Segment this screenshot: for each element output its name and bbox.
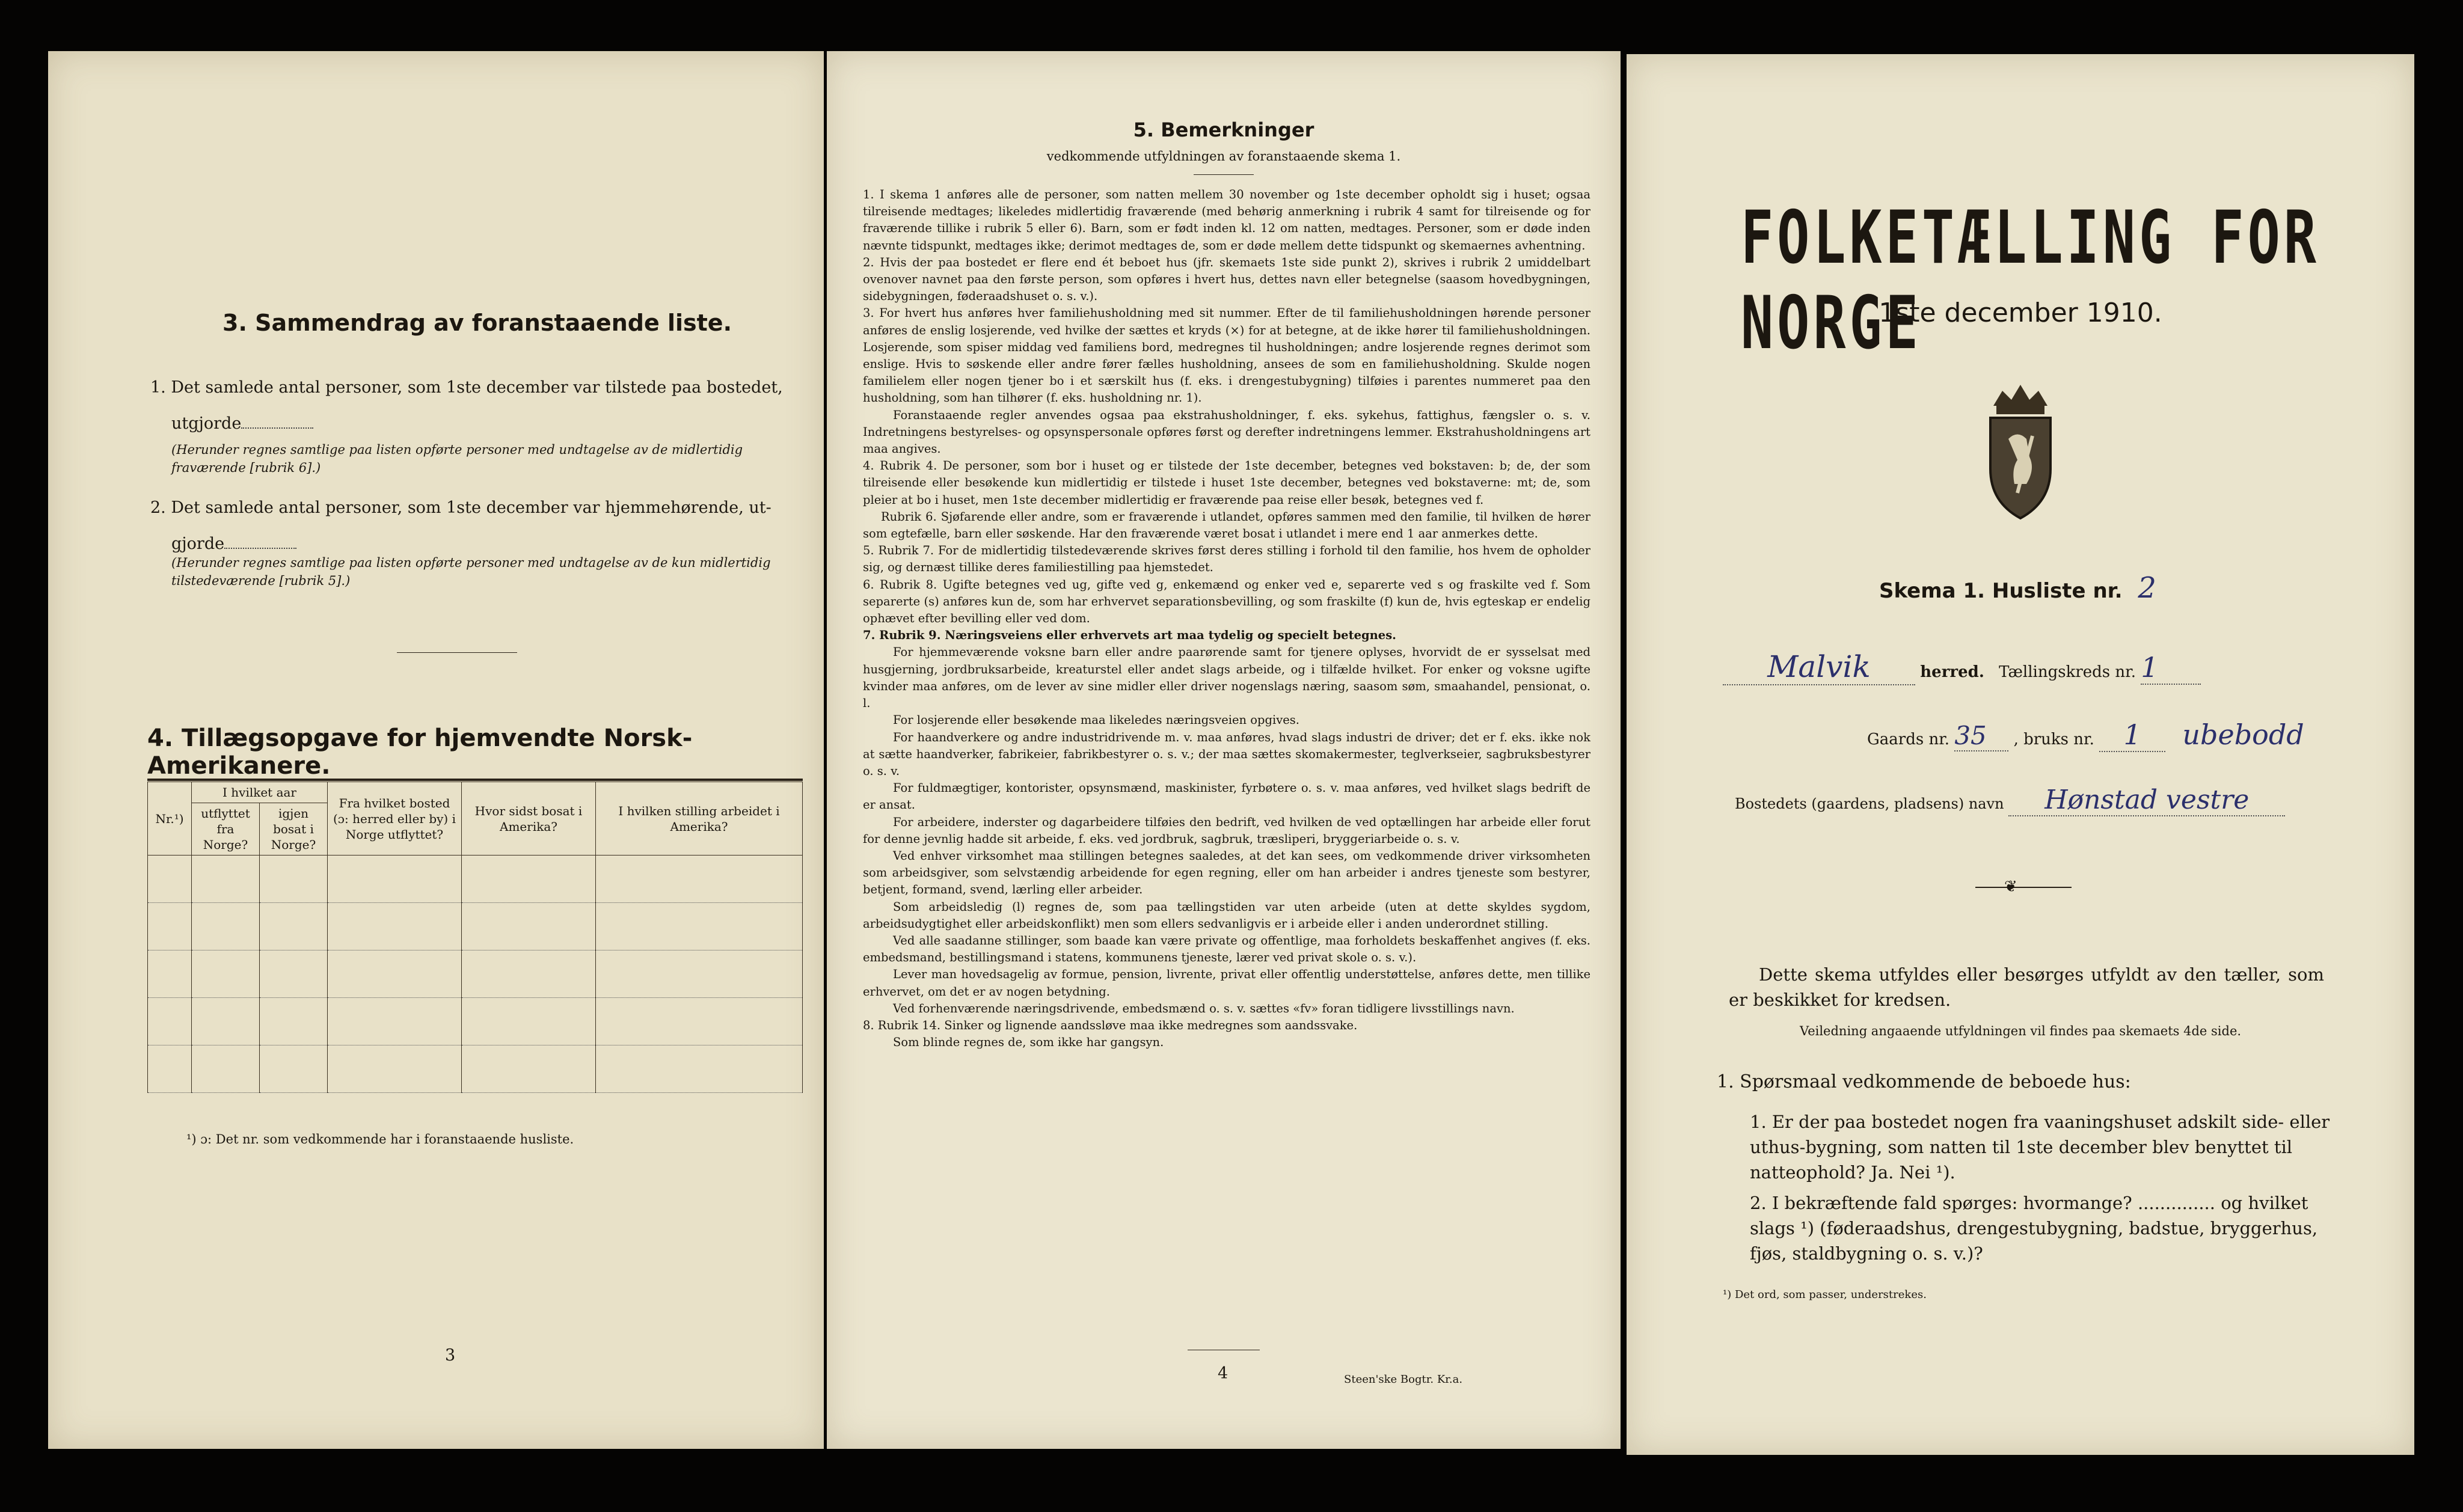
coat-of-arms-icon: [1975, 379, 2066, 523]
remark-3b: Foranstaaende regler anvendes ogsaa paa ekstrahusholdninger, f. eks. sykehus, fattighus, fængsler o. s. v. Indretningens bestyrelses- og opsynspersonale opføres først og derefter indretningens lemmer. Ekstrahusholdningens art maa angives.: [863, 408, 1590, 456]
page-3: [48, 51, 824, 1449]
remark-7e: For fuldmægtiger, kontorister, opsynsmænd, maskinister, fyrbøtere o. s. v. maa anføres, ved hvilket slags bedrift de er ansat.: [863, 781, 1590, 812]
bruks-value: 1: [2099, 718, 2165, 752]
gaards-line: Gaards nr. 35 , bruks nr. 1 ubebodd: [1867, 718, 2304, 751]
krets-value: 1: [2141, 651, 2201, 685]
col-igjen: igjen bosat i Norge?: [260, 803, 328, 855]
remarks-subtitle: vedkommende utfyldningen av foranstaaende skema 1.: [1046, 149, 1401, 164]
remark-7h: Som arbeidsledig (l) regnes de, som paa tællingstiden var uten arbeide (uten at dette skyldes sygdom, arbeidsudygtighet eller arbeidskonflikt) men som ellers sedvanligvis er i arbeide eller i anden underordnet stilling.: [863, 899, 1590, 931]
remark-7c: For losjerende eller besøkende maa likeledes næringsveien opgives.: [893, 713, 1299, 727]
herred-value: Malvik: [1723, 649, 1915, 685]
section-3-title: 3. Sammendrag av foranstaaende liste.: [222, 310, 732, 336]
ubebodd-note: ubebodd: [2182, 718, 2304, 751]
table-top-rule: [147, 779, 803, 781]
summary-item-2-cont: gjorde: [171, 532, 296, 556]
skema-label: Skema 1. Husliste nr. 2: [1879, 571, 2156, 605]
remark-7: 7. Rubrik 9. Næringsveiens eller erhvervets art maa tydelig og specielt betegnes.: [863, 628, 1396, 643]
col-group-year: I hvilket aar: [192, 782, 328, 803]
divider: [1975, 887, 2072, 888]
remark-7f: For arbeidere, inderster og dagarbeidere tilføies den bedrift, ved hvilken de ved optællingen har arbeide eller forut for denne jevnlig hadde sit arbeide, f. eks. ved jordbruk, sagbruk, træsliperi, bryggeriarbeide o. s. v.: [863, 815, 1590, 846]
remarks-title: 5. Bemerkninger: [1133, 118, 1314, 141]
divider: [397, 652, 517, 653]
remark-7j: Lever man hovedsagelig av formue, pension, livrente, privat eller offentlig understøttelse, anføres dette, men tillike erhvervet, om det er av nogen betydning.: [863, 967, 1590, 999]
question-1: 1. Er der paa bostedet nogen fra vaaningshuset adskilt side- eller uthus-bygning, som natten til 1ste december blev benyttet til natteophold? Ja. Nei ¹).: [1750, 1112, 2330, 1183]
remark-7d: For haandverkere og andre industridrivende m. v. maa anføres, hvad slags industri de driver; det er f. eks. ikke nok at sætte haandverker, fabrikeier, fabrikbestyrer o. s. v.; der maa sættes skomakermester, teglverkseier, sagbruksbestyrer o. s. v.: [863, 730, 1590, 778]
summary-item-1-note: (Herunder regnes samtlige paa listen opførte personer med undtagelse av de midlertidig fraværende [rubrik 6].): [171, 442, 743, 475]
col-bosted: Fra hvilket bosted (ɔ: herred eller by) i Norge utflyttet?: [328, 782, 462, 855]
remark-4b: Rubrik 6. Sjøfarende eller andre, som er fraværende i utlandet, opføres sammen med den familie, til hvilken de hører som egtefælle, barn eller søskende. Har den fraværende været bosat i utlandet i mere end 1 aar anmerkes dette.: [863, 509, 1590, 541]
questions-header: 1. Spørsmaal vedkommende de beboede hus:: [1717, 1071, 2131, 1092]
remark-7g: Ved enhver virksomhet maa stillingen betegnes saaledes, at det kan sees, om vedkommende driver virksomheten som arbeidsgiver, som selvstændig arbeidende for egen regning, eller om han arbeider i andres tjeneste som bestyrer, betjent, formand, svend, lærling eller arbeider.: [863, 848, 1590, 897]
remark-4: 4. Rubrik 4. De personer, som bor i huset og er tilstede der 1ste december, betegnes ved bokstaven: b; de, der som tilreisende eller besøkende kun midlertidig er tilstede i huset 1ste december, betegnes ved bokstaverne: mt; de, som pleier at bo i huset, men 1ste december midlertidig er fraværende paa reise eller besøk, betegnes ved f.: [863, 459, 1590, 507]
remark-7i: Ved alle saadanne stillinger, som baade kan være private og offentlige, maa forholdets beskaffenhet angives (f. eks. embedsmand, bestillingsmand i statens, kommunens tjeneste, lærer ved privat skole o. s. v.).: [863, 933, 1590, 965]
remark-1: 1. I skema 1 anføres alle de personer, som natten mellem 30 november og 1ste december opholdt sig i huset; ogsaa tilreisende medtages; likeledes midlertidig fraværende (med behørig anmerkning i rubrik 4 samt for tilreisende og for fraværende tillike i rubrik 5 eller 6). Barn, som er født inden kl. 12 om natten, medtages. Personer, som er døde inden nævnte tidspunkt, medtages ikke; derimot medtages de, som er døde mellem dette tidspunkt og skemaernes avhentning.: [863, 188, 1590, 253]
ornament-icon: ❦: [2004, 878, 2017, 896]
intro-text: Dette skema utfyldes eller besørges utfyldt av den tæller, som er beskikket for kredsen.: [1729, 964, 2324, 1010]
gaards-value: 35: [1954, 721, 2008, 751]
husliste-nr-value: 2: [2138, 571, 2156, 605]
remark-6: 6. Rubrik 8. Ugifte betegnes ved ug, gifte ved g, enkemænd og enker ved e, separerte ved s og fraskilte ved f. Som separerte (s) anføres kun de, som har erhvervet separationsbevilling, og som fraskilte (f) kun de, hvis egteskap er endelig ophævet efter bevilling eller ved dom.: [863, 577, 1590, 626]
remark-7k: Ved forhenværende næringsdrivende, embedsmænd o. s. v. sættes «fv» foran tidligere livsstillings navn.: [893, 1001, 1515, 1015]
remark-2: 2. Hvis der paa bostedet er flere end ét beboet hus (jfr. skemaets 1ste side punkt 2), skrives i rubrik 2 umiddelbart ovenover navnet paa den første person, som opføres i hvert hus, dettes navn eller betegnelse (saasom hovedbygningen, sidebygningen, føderaadshuset o. s. v.).: [863, 255, 1590, 304]
herred-label: herred.: [1920, 663, 1984, 681]
census-title: FOLKETÆLLING FOR NORGE: [1741, 195, 2320, 366]
krets-label: Tællingskreds nr.: [1999, 663, 2136, 681]
divider: [1194, 174, 1254, 175]
page-1: [1627, 54, 2414, 1455]
remarks-body: [863, 186, 1590, 1051]
remark-7b: For hjemmeværende voksne barn eller andre paarørende samt for tjenere oplyses, hvorvidt de er sysselsat med husgjerning, jordbruksarbeide, kreaturstel eller andet slags arbeide, og i tilfælde hvilket. For enker og voksne ugifte kvinder maa anføres, om de lever av sine midler eller driver nogenslags næring, saasom søm, smaahandel, pensionat, o. l.: [863, 645, 1590, 711]
col-nr: Nr.¹): [148, 782, 192, 855]
col-stilling: I hvilken stilling arbeidet i Amerika?: [596, 782, 803, 855]
table-row: [148, 903, 803, 950]
question-2: 2. I bekræftende fald spørges: hvormange? .............. og hvilket slags ¹) (føderaadshus, drengestubygning, badstue, bryggerhus, fjøs, staldbygning o. s. v.)?: [1750, 1193, 2318, 1264]
bosted-value: Hønstad vestre: [2008, 785, 2285, 816]
herred-line: [1723, 649, 2384, 685]
remark-8: 8. Rubrik 14. Sinker og lignende aandssløve maa ikke medregnes som aandssvake.: [863, 1018, 1358, 1032]
col-amerika: Hvor sidst bosat i Amerika?: [462, 782, 596, 855]
section-4-title: 4. Tillægsopgave for hjemvendte Norsk-Amerikanere.: [147, 724, 693, 780]
page-number: 4: [1218, 1364, 1228, 1383]
veiledning-text: Veiledning angaaende utfyldningen vil findes paa skemaets 4de side.: [1799, 1024, 2242, 1038]
norsk-amerikanere-table: [147, 782, 803, 1093]
remark-5: 5. Rubrik 7. For de midlertidig tilstedeværende skrives først deres stilling i forhold til den familie, hos hvem de opholder sig, og dernæst tillike deres familiestilling paa hjemstedet.: [863, 543, 1590, 575]
summary-item-2-note: (Herunder regnes samtlige paa listen opførte personer med undtagelse av de kun midlertidig tilstedeværende [rubrik 5].): [171, 556, 771, 588]
table-footnote: ¹) ɔ: Det nr. som vedkommende har i foranstaaende husliste.: [186, 1132, 574, 1146]
summary-item-1: 1. Det samlede antal personer, som 1ste december var tilstede paa bostedet,: [150, 378, 783, 397]
bosted-line: Bostedets (gaardens, pladsens) navn Hønstad vestre: [1735, 785, 2396, 816]
census-date: 1ste december 1910.: [1879, 298, 2162, 328]
printer-mark: Steen'ske Bogtr. Kr.a.: [1344, 1373, 1463, 1386]
table-row: [148, 998, 803, 1045]
remark-8b: Som blinde regnes de, som ikke har gangsyn.: [893, 1035, 1164, 1050]
page-number: 3: [445, 1346, 456, 1365]
col-utflyttet: utflyttet fra Norge?: [192, 803, 260, 855]
table-row: [148, 1045, 803, 1093]
table-row: [148, 855, 803, 903]
front-footnote: ¹) Det ord, som passer, understrekes.: [1723, 1288, 1927, 1301]
summary-item-2: 2. Det samlede antal personer, som 1ste december var hjemmehørende, ut-: [150, 498, 771, 517]
remark-3: 3. For hvert hus anføres hver familiehusholdning med sit nummer. Efter de til familiehusholdningen hørende personer anføres de enslig losjerende, ved hvilke der sættes et kryds (×) for at betegne, at de ikke hører til familiehusholdningen. Losjerende, som spiser middag ved familiens bord, medregnes til husholdningen; andre losjerende regnes derimot som enslige. Hvis to søskende eller andre fører fælles husholdning, ansees de som en familiehusholdning. Skulde nogen familielem eller nogen tjener bo i et særskilt hus (f. eks. i drengestubygning) tilføies i parentes nummeret paa den husholdning, som han tilhører (f. eks. husholdning nr. 1).: [863, 306, 1590, 405]
summary-item-1-cont: utgjorde: [171, 412, 313, 436]
table-row: [148, 950, 803, 998]
page-4: [827, 51, 1621, 1449]
